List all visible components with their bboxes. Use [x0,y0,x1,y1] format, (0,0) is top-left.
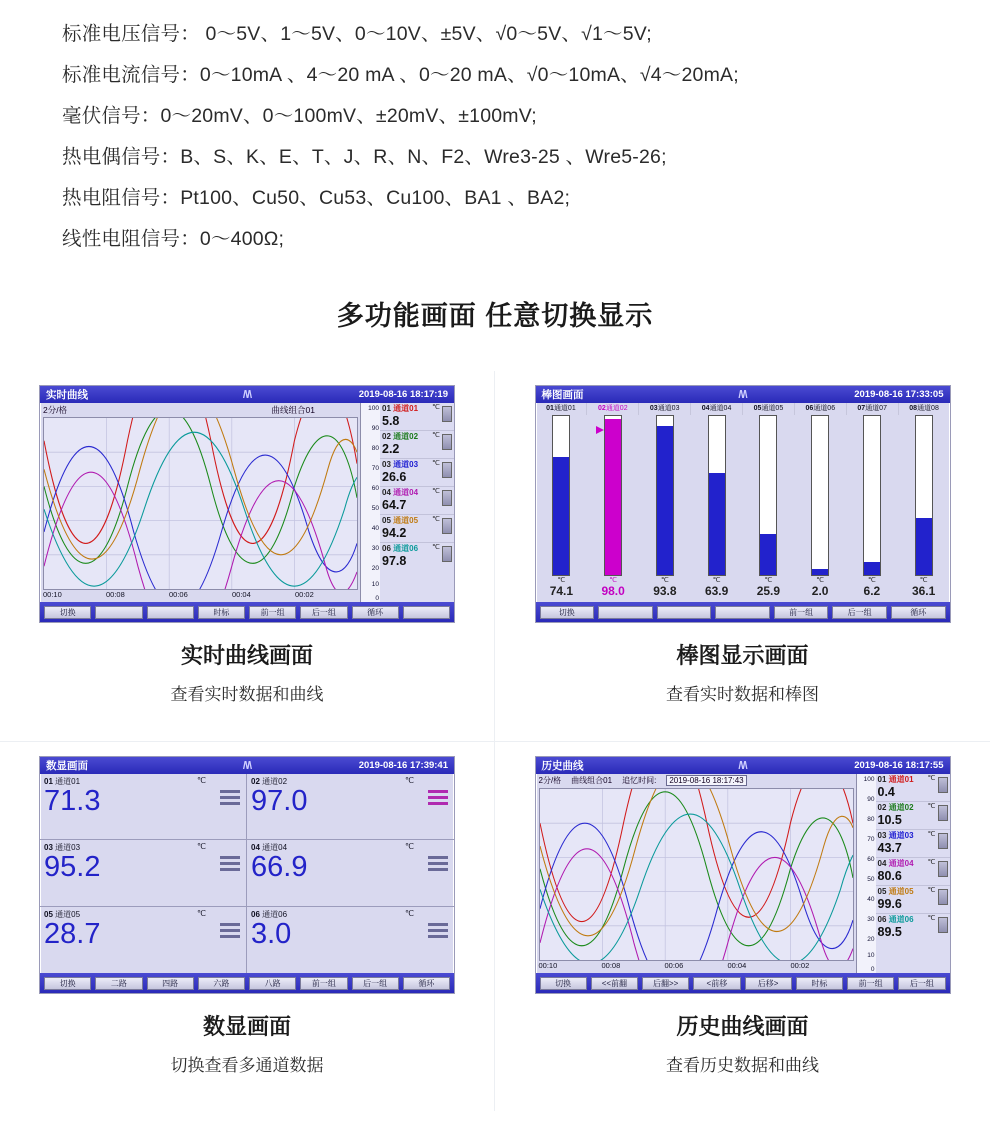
channel-indicator-icon [442,434,452,450]
panel-caption: 实时曲线画面 [180,643,313,668]
channel-unit: ℃ [927,915,936,922]
scale-tick: 70 [371,465,379,472]
channel-indicator-icon [938,833,948,849]
channel-no: 02 [877,803,887,812]
softkey-timemark[interactable]: 时标 [198,606,245,619]
channel-no: 06 [877,915,887,924]
spec-line: 热电偶信号：B、S、K、E、T、J、R、N、F2、Wre3-25 、Wre5-26; [62,146,667,168]
time-tick: 00:06 [664,961,684,970]
curve-group-label: 曲线组合01 [271,405,315,415]
specification-list [0,0,990,260]
channel-value: 94.2 [382,526,407,540]
softkey-switch[interactable]: 切换 [44,977,91,990]
channel-no: 05 [382,516,391,525]
scale-tick: 90 [867,796,875,803]
curve-lines [44,418,357,589]
device-screen-history[interactable] [535,756,951,994]
channel-name: 通道05 [55,909,81,919]
channel-unit: ℃ [197,908,206,918]
scale-tick: 40 [371,525,379,532]
channel-value: 95.2 [44,851,101,884]
scale-tick: 20 [371,565,379,572]
panel-realtime-curve [0,371,495,741]
channel-item[interactable] [380,431,454,459]
channel-value: 99.6 [877,897,902,911]
scale-tick: 80 [867,816,875,823]
softkey-switch[interactable]: 切换 [44,606,91,619]
softkey-next-group[interactable]: 后一组 [352,977,399,990]
scale-tick: 20 [867,936,875,943]
softkey-switch[interactable]: 切换 [540,977,587,990]
curve-group-label: 曲线组合01 [571,776,613,785]
bar-header: 03通道03 [639,403,691,415]
channel-item[interactable] [876,774,950,802]
softkey-4ch[interactable]: 四路 [147,977,194,990]
channel-value: 71.3 [44,785,101,817]
scale-tick: 40 [867,896,875,903]
channel-unit: ℃ [927,887,936,894]
bar-column[interactable] [898,415,950,576]
screen-title: 实时曲线 [46,389,88,401]
channel-name: 通道04 [888,859,914,868]
panel-subcaption: 查看实时数据和棒图 [666,685,819,704]
bar-values [536,576,950,602]
channel-value-list [380,403,454,602]
channel-no: 05 [44,909,53,919]
bar-value: ℃ 2.0 [811,577,829,598]
softkey-bar [40,602,454,622]
time-axis [43,590,358,602]
bar-header: 08通道08 [909,405,939,412]
bar-column[interactable] [846,415,898,576]
curve-plot-area[interactable] [539,788,854,961]
bar-value: ℃ 25.9 [756,577,781,598]
bar-column[interactable] [587,415,639,576]
channel-item[interactable] [380,403,454,431]
channel-value: 66.9 [251,851,308,884]
time-per-division: 2分/格 [43,405,68,415]
scale-tick: 100 [863,776,875,783]
channel-unit: ℃ [432,516,440,523]
time-axis [539,961,854,973]
channel-name: 通道04 [262,843,288,853]
channel-unit: ℃ [432,460,440,467]
softkey-shift-back[interactable]: <前移 [693,977,740,990]
panel-caption: 棒图显示画面 [676,643,809,668]
channel-indicator-icon [938,889,948,905]
channel-name: 通道06 [262,909,288,919]
bar-column[interactable] [691,415,743,576]
screen-title: 棒图画面 [541,389,584,401]
panel-subcaption: 查看实时数据和曲线 [170,685,324,704]
softkey-blank-3[interactable] [715,606,770,619]
scale-tick: 90 [371,425,379,432]
channel-no: 01 [382,404,391,413]
channel-unit: ℃ [405,842,414,852]
channel-unit: ℃ [432,404,440,411]
channel-unit: ℃ [432,544,440,551]
bar-column[interactable] [639,415,691,576]
channel-value: 43.7 [877,841,902,855]
time-per-division: 2分/格 [538,776,562,785]
softkey-next-group[interactable]: 后一组 [832,606,887,619]
bar-column[interactable] [794,415,846,576]
time-tick: 00:10 [43,590,62,599]
softkey-page-forward[interactable]: 后翻>> [642,977,689,990]
panel-history [495,741,990,1111]
channel-indicator-icon [442,518,452,534]
time-tick: 00:10 [538,961,558,970]
time-tick: 00:08 [601,961,621,970]
screen-title: 数显画面 [46,760,88,772]
bar-header: 05通道05 [743,403,795,415]
channel-item[interactable] [876,914,950,942]
channel-name: 通道02 [888,803,914,812]
digital-cell[interactable] [247,774,454,840]
channel-no: 03 [382,460,391,469]
channel-value: 89.5 [877,925,902,939]
softkey-timemark[interactable]: 时标 [796,977,843,990]
bar-header: 02通道02 [587,403,639,415]
scale-tick: 0 [870,966,875,973]
channel-no: 04 [382,488,391,497]
spec-line: 热电阻信号：Pt100、Cu50、Cu53、Cu100、BA1 、BA2; [62,187,571,209]
brand-logo-icon: /\/\ [242,759,252,772]
alarm-marker-icon [596,426,604,434]
channel-value: 97.8 [382,554,407,568]
channel-name: 通道02 [262,777,288,786]
channel-name: 通道01 [888,775,914,784]
channel-name: 通道03 [393,460,419,469]
titlebar [40,386,454,403]
channel-no: 02 [382,432,391,441]
bar-column[interactable] [536,415,588,576]
channel-unit: ℃ [197,842,206,852]
channel-value: 80.6 [877,869,902,883]
channel-unit: ℃ [927,859,936,866]
softkey-switch[interactable]: 切换 [540,606,595,619]
channel-unit: ℃ [197,776,206,785]
channel-item[interactable] [876,802,950,830]
softkey-blank-1[interactable] [95,606,142,619]
channel-value: 64.7 [382,498,407,512]
channel-unit: ℃ [927,803,936,810]
channel-no: 05 [877,887,887,896]
channel-indicator-icon [938,777,948,793]
channel-no: 01 [877,775,887,784]
channel-indicator-icon [442,406,452,422]
scale-tick: 0 [375,595,379,602]
clock: 2019-08-16 17:39:41 [358,760,448,771]
channel-name: 通道03 [888,831,914,840]
channel-name: 通道03 [55,843,81,853]
channel-no: 06 [251,909,260,919]
scale-tick: 30 [371,545,379,552]
time-tick: 00:02 [295,590,314,599]
time-tick: 00:04 [232,590,251,599]
level-indicator-icon [428,856,448,874]
level-indicator-icon [428,790,448,808]
bar-value: ℃ 98.0 [601,577,625,598]
digital-cell[interactable] [40,840,247,906]
digital-cell[interactable] [40,774,247,840]
scale-tick: 10 [371,581,379,588]
channel-value: 10.5 [877,813,902,827]
spec-line: 毫伏信号：0～20mV、0～100mV、±20mV、±100mV; [62,105,537,127]
channel-value: 3.0 [251,917,292,950]
channel-name: 通道04 [393,488,419,497]
softkey-shift-forward[interactable]: 后移> [745,977,792,990]
screen-title: 历史曲线 [541,760,584,772]
channel-name: 通道06 [888,915,914,924]
clock: 2019-08-16 17:33:05 [854,389,944,400]
device-screen-digital[interactable] [39,756,455,994]
softkey-cycle[interactable]: 循环 [891,606,946,619]
softkey-bar [536,973,950,993]
time-tick: 00:06 [169,590,188,599]
device-screen-realtime[interactable] [39,385,455,623]
softkey-blank-2[interactable] [657,606,712,619]
softkey-blank-2[interactable] [147,606,194,619]
channel-name: 通道06 [393,544,419,553]
time-tick: 00:08 [106,590,125,599]
bar-column[interactable] [743,415,795,576]
panel-caption: 数显画面 [202,1014,291,1039]
channel-name: 通道05 [888,887,914,896]
channel-value: 5.8 [382,414,400,428]
channel-indicator-icon [442,546,452,562]
channel-no: 04 [877,859,887,868]
channel-item[interactable] [380,459,454,487]
channel-name: 通道01 [55,777,81,786]
clock: 2019-08-16 18:17:19 [358,389,448,400]
panel-subcaption: 查看历史数据和曲线 [666,1056,819,1075]
panel-subcaption: 切换查看多通道数据 [170,1056,324,1075]
channel-unit: ℃ [927,775,936,782]
level-indicator-icon [220,856,240,874]
time-tick: 00:04 [727,961,747,970]
channel-name: 通道01 [393,404,419,413]
curve-lines [540,789,853,960]
bar-value: ℃ 36.1 [911,577,936,598]
channel-item[interactable] [876,858,950,886]
digital-grid [40,774,454,973]
bar-header: 07通道07 [847,403,899,415]
channel-item[interactable] [380,543,454,571]
scale-tick: 100 [368,405,379,412]
bar-headers [536,403,950,415]
channel-no: 01 [44,777,53,786]
channel-unit: ℃ [432,488,440,495]
channel-item[interactable] [380,487,454,515]
brand-logo-icon: /\/\ [738,759,747,772]
channel-value: 26.6 [382,470,407,484]
channel-unit: ℃ [927,831,936,838]
digital-cell[interactable] [40,907,247,973]
panel-bargraph [495,371,990,741]
channel-value: 28.7 [44,917,101,950]
scale-tick: 60 [371,485,379,492]
channel-indicator-icon [938,805,948,821]
softkey-6ch[interactable]: 六路 [198,977,245,990]
bar-columns [536,415,950,576]
softkey-2ch[interactable]: 二路 [95,977,142,990]
softkey-next-group[interactable]: 后一组 [898,977,945,990]
channel-no: 02 [251,777,260,786]
softkey-bar [40,973,454,993]
scale-tick: 50 [371,505,379,512]
value-scale [856,774,876,973]
softkey-next-group[interactable]: 后一组 [300,606,347,619]
recall-time-value[interactable]: 2019-08-16 18:17:43 [666,775,746,786]
bar-value: ℃ 63.9 [704,577,729,598]
spec-line: 标准电流信号：0～10mA 、4～20 mA 、0～20 mA、√0～10mA、√4～20mA; [62,64,739,86]
channel-indicator-icon [442,462,452,478]
scale-tick: 50 [867,876,875,883]
clock: 2019-08-16 18:17:55 [854,760,944,771]
bar-header: 06通道06 [795,403,847,415]
channel-indicator-icon [938,861,948,877]
spec-line: 线性电阻信号：0～400Ω; [62,228,285,250]
channel-item[interactable] [876,886,950,914]
softkey-cycle[interactable]: 循环 [352,606,399,619]
channel-item[interactable] [876,830,950,858]
softkey-blank-3[interactable] [403,606,450,619]
value-scale [360,403,380,602]
softkey-cycle[interactable]: 循环 [403,977,450,990]
softkey-bar [536,602,950,622]
channel-value-list [876,774,950,973]
scale-tick: 70 [867,836,875,843]
softkey-prev-group[interactable]: 前一组 [847,977,894,990]
curve-plot-area[interactable] [43,417,358,590]
titlebar [536,386,950,403]
titlebar [536,757,950,774]
channel-indicator-icon [442,490,452,506]
softkey-prev-group[interactable]: 前一组 [300,977,347,990]
scale-tick: 10 [867,952,875,959]
channel-value: 0.4 [877,785,895,799]
bar-header: 01通道01 [536,403,588,415]
panel-digital [0,741,495,1111]
digital-cell[interactable] [247,840,454,906]
screens-grid [0,371,990,1111]
channel-unit: ℃ [432,432,440,439]
channel-indicator-icon [938,917,948,933]
softkey-prev-group[interactable]: 前一组 [249,606,296,619]
titlebar [40,757,454,774]
digital-cell[interactable] [247,907,454,973]
scale-tick: 60 [867,856,875,863]
channel-value: 97.0 [251,785,308,817]
brand-logo-icon: /\/\ [242,388,252,401]
device-screen-bargraph[interactable] [535,385,951,623]
softkey-8ch[interactable]: 八路 [249,977,296,990]
softkey-page-back[interactable]: <<前翻 [591,977,638,990]
page-title: 多功能画面 任意切换显示 [336,301,654,331]
softkey-blank-1[interactable] [598,606,653,619]
channel-no: 03 [44,843,53,853]
bar-value: ℃ 74.1 [549,577,574,598]
softkey-prev-group[interactable]: 前一组 [774,606,829,619]
channel-no: 06 [382,544,391,553]
scale-tick: 80 [371,445,379,452]
recall-time-label: 追忆时间: [622,776,657,785]
channel-name: 通道05 [393,516,419,525]
scale-tick: 30 [867,916,875,923]
channel-unit: ℃ [405,776,414,785]
brand-logo-icon: /\/\ [738,388,747,401]
level-indicator-icon [220,923,240,941]
channel-no: 03 [877,831,887,840]
channel-value: 2.2 [382,442,400,456]
channel-item[interactable] [380,515,454,543]
channel-no: 04 [251,843,260,853]
level-indicator-icon [220,790,240,808]
bar-value: ℃ 6.2 [863,577,881,598]
time-tick: 00:02 [790,961,810,970]
bar-header: 04通道04 [691,403,743,415]
panel-caption: 历史曲线画面 [676,1014,809,1039]
level-indicator-icon [428,923,448,941]
channel-name: 通道02 [393,432,419,441]
spec-line: 标准电压信号： 0～5V、1～5V、0～10V、±5V、√0～5V、√1～5V; [62,23,652,45]
bar-value: ℃ 93.8 [653,577,677,598]
channel-unit: ℃ [405,908,414,918]
